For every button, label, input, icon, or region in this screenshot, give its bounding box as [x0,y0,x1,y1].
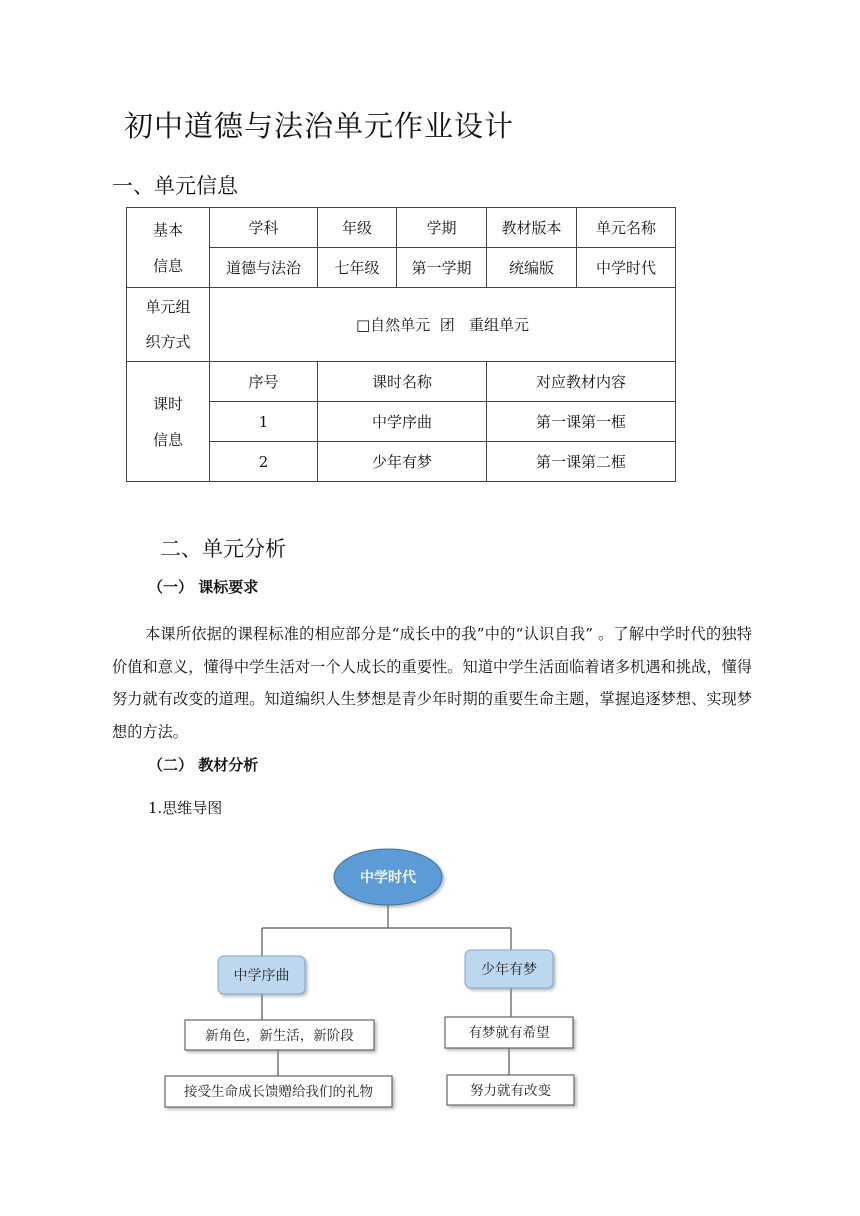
lesson-index: 2 [210,442,318,482]
table-cell-grade: 七年级 [318,248,397,288]
subheading-curriculum: （一） 课标要求 [148,578,259,596]
section-heading-unit-analysis: 二、单元分析 [160,537,286,561]
table-header-subject: 学科 [210,208,318,248]
lesson-header-content: 对应教材内容 [487,362,676,402]
subheading-textbook: （二） 教材分析 [148,756,259,774]
table-header-unit-name: 单元名称 [577,208,676,248]
mind-map-leaf-label: 新角色，新生活，新阶段 [205,1028,354,1044]
table-header-grade: 年级 [318,208,397,248]
mind-map-branch-right-label: 少年有梦 [481,962,537,978]
lesson-name: 中学序曲 [318,402,487,442]
lesson-name: 少年有梦 [318,442,487,482]
lesson-index: 1 [210,402,318,442]
org-mode-label: 单元组 织方式 [127,288,210,362]
paragraph-text: 本课所依据的课程标准的相应部分是“成长中的我”中的“认识自我” 。了解中学时代的独特价值和意义，懂得中学生活对一个人成长的重要性。知道中学生活面临着诸多机遇和挑战，懂得努力就有改变的道理。知道编织人生梦想是青少年时期的重要生命主题，掌握追逐梦想、实现梦想的方法。 [112,625,752,741]
table-header-edition: 教材版本 [487,208,577,248]
mind-map-leaf-label: 有梦就有希望 [468,1025,550,1041]
lesson-content: 第一课第一框 [487,402,676,442]
table-cell-term: 第一学期 [397,248,487,288]
table-cell-edition: 统编版 [487,248,577,288]
section-heading-unit-info: 一、单元信息 [112,174,238,198]
lesson-content: 第一课第二框 [487,442,676,482]
mind-map-leaf-label: 接受生命成长馈赠给我们的礼物 [184,1084,373,1100]
mindmap-label: 1.思维导图 [148,799,223,817]
lesson-header-index: 序号 [210,362,318,402]
lesson-header-name: 课时名称 [318,362,487,402]
table-header-term: 学期 [397,208,487,248]
table-cell-unit-name: 中学时代 [577,248,676,288]
mind-map-branch-left-label: 中学序曲 [233,968,290,984]
mind-map-root-label: 中学时代 [360,870,416,886]
org-mode-value: □自然单元 团 重组单元 [210,288,676,362]
table-cell-subject: 道德与法治 [210,248,318,288]
basic-info-label: 基本 信息 [127,208,210,288]
mind-map-leaf-label: 努力就有改变 [470,1083,551,1099]
document-title: 初中道德与法治单元作业设计 [124,109,515,143]
lesson-info-label: 课时 信息 [127,362,210,482]
